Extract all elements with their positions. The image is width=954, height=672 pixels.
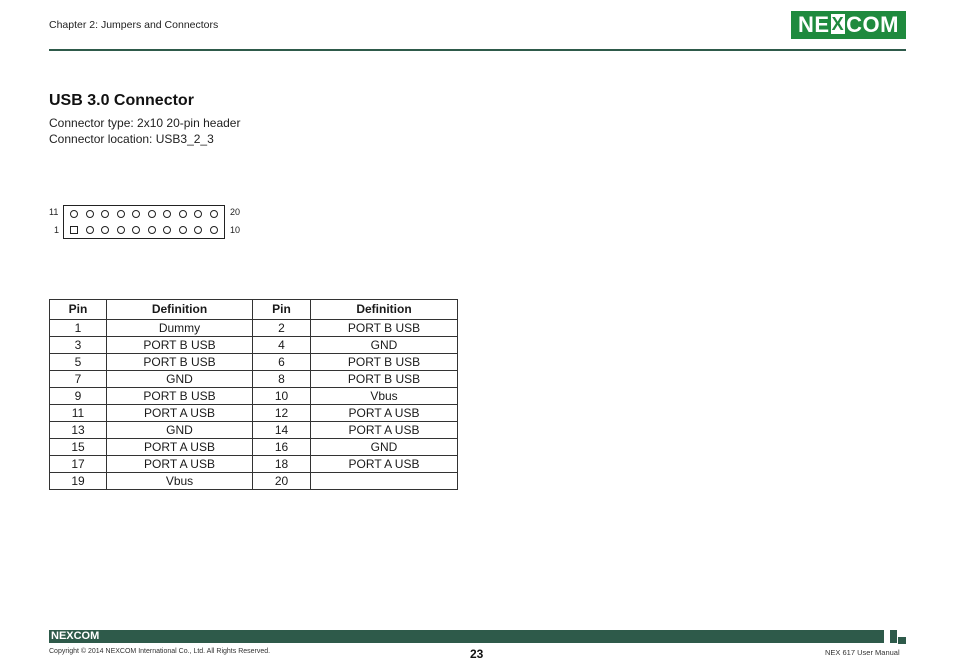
pin-definition-cell: Vbus — [107, 473, 253, 490]
header-divider — [49, 49, 906, 51]
pin-hole — [70, 210, 78, 218]
pin-hole — [148, 210, 156, 218]
pin-hole — [163, 226, 171, 234]
pin-hole — [86, 226, 94, 234]
header-pin: Pin — [253, 300, 311, 320]
pin-number-cell: 2 — [253, 320, 311, 337]
pin-definition-cell: PORT B USB — [107, 337, 253, 354]
pin-1-square-marker — [70, 226, 78, 234]
pin-hole — [179, 210, 187, 218]
pin-number-cell: 20 — [253, 473, 311, 490]
pin-definition-cell: PORT A USB — [107, 456, 253, 473]
pin-definition-cell: PORT A USB — [311, 405, 458, 422]
pin-number-cell: 16 — [253, 439, 311, 456]
table-row — [50, 337, 458, 354]
pin-hole — [210, 226, 218, 234]
logo-text-x: X — [831, 14, 845, 34]
section-title: USB 3.0 Connector — [49, 92, 194, 109]
pin-number-cell: 19 — [50, 473, 107, 490]
pin-number-cell: 1 — [50, 320, 107, 337]
pin-definition-cell: PORT B USB — [311, 320, 458, 337]
manual-title: NEX 617 User Manual — [825, 648, 900, 657]
pin-number-cell: 14 — [253, 422, 311, 439]
pin-number-cell: 10 — [253, 388, 311, 405]
pin-label-11: 11 — [49, 207, 59, 217]
copyright-text: Copyright © 2014 NEXCOM International Co., Ltd. All Rights Reserved. — [49, 648, 271, 655]
pin-number-cell: 7 — [50, 371, 107, 388]
header-pin: Pin — [50, 300, 107, 320]
pin-definition-cell: PORT A USB — [311, 422, 458, 439]
pin-definition-cell: GND — [311, 337, 458, 354]
pin-number-cell: 18 — [253, 456, 311, 473]
table-row — [50, 320, 458, 337]
connector-location: Connector location: USB3_2_3 — [49, 132, 214, 146]
footer-logo: NEXCOM — [51, 630, 100, 642]
table-row — [50, 405, 458, 422]
pin-label-1: 1 — [54, 225, 60, 235]
pin-definition-cell: Dummy — [107, 320, 253, 337]
footer-square-decoration — [890, 637, 897, 643]
table-row — [50, 473, 458, 490]
pin-definition-cell: PORT B USB — [311, 371, 458, 388]
table-row — [50, 422, 458, 439]
pin-label-10: 10 — [230, 225, 241, 235]
chapter-title: Chapter 2: Jumpers and Connectors — [49, 19, 219, 31]
pin-definition-cell: PORT B USB — [107, 388, 253, 405]
pin-number-cell: 12 — [253, 405, 311, 422]
table-header-row — [50, 300, 458, 320]
pin-hole — [148, 226, 156, 234]
table-row — [50, 388, 458, 405]
pin-hole — [210, 210, 218, 218]
pin-definition-cell: PORT A USB — [311, 456, 458, 473]
footer-square-decoration — [890, 630, 897, 637]
pin-number-cell: 5 — [50, 354, 107, 371]
pin-number-cell: 11 — [50, 405, 107, 422]
pin-number-cell: 9 — [50, 388, 107, 405]
pin-hole — [101, 210, 109, 218]
footer-square-decoration — [898, 637, 906, 644]
pin-definition-cell — [311, 473, 458, 490]
pin-definition-cell: PORT A USB — [107, 405, 253, 422]
logo-text-com: COM — [846, 12, 899, 37]
table-row — [50, 354, 458, 371]
page-number: 23 — [470, 647, 484, 661]
pin-hole — [117, 226, 125, 234]
pin-definition-cell: Vbus — [311, 388, 458, 405]
pin-number-cell: 15 — [50, 439, 107, 456]
pin-hole — [194, 210, 202, 218]
pin-hole — [117, 210, 125, 218]
table-row — [50, 439, 458, 456]
pin-definition-cell: PORT B USB — [311, 354, 458, 371]
pin-hole — [132, 210, 140, 218]
pin-definition-cell: GND — [107, 371, 253, 388]
table-row — [50, 456, 458, 473]
pin-hole — [194, 226, 202, 234]
footer-bar — [49, 630, 884, 643]
pin-number-cell: 8 — [253, 371, 311, 388]
pin-number-cell: 13 — [50, 422, 107, 439]
pin-label-20: 20 — [230, 207, 241, 217]
nexcom-logo — [791, 11, 906, 39]
pin-definition-cell: PORT B USB — [107, 354, 253, 371]
pin-hole — [163, 210, 171, 218]
pin-hole — [132, 226, 140, 234]
pin-number-cell: 17 — [50, 456, 107, 473]
pin-number-cell: 3 — [50, 337, 107, 354]
pin-hole — [179, 226, 187, 234]
pin-definition-cell: GND — [107, 422, 253, 439]
pin-definition-cell: PORT A USB — [107, 439, 253, 456]
connector-type: Connector type: 2x10 20-pin header — [49, 116, 241, 130]
pin-definition-table — [49, 299, 458, 490]
header-definition: Definition — [311, 300, 458, 320]
header-definition: Definition — [107, 300, 253, 320]
pin-hole — [101, 226, 109, 234]
logo-text-ne: NE — [798, 12, 830, 37]
table-row — [50, 371, 458, 388]
pin-number-cell: 6 — [253, 354, 311, 371]
pin-hole — [86, 210, 94, 218]
pin-header-diagram — [63, 205, 225, 239]
pin-definition-cell: GND — [311, 439, 458, 456]
pin-number-cell: 4 — [253, 337, 311, 354]
